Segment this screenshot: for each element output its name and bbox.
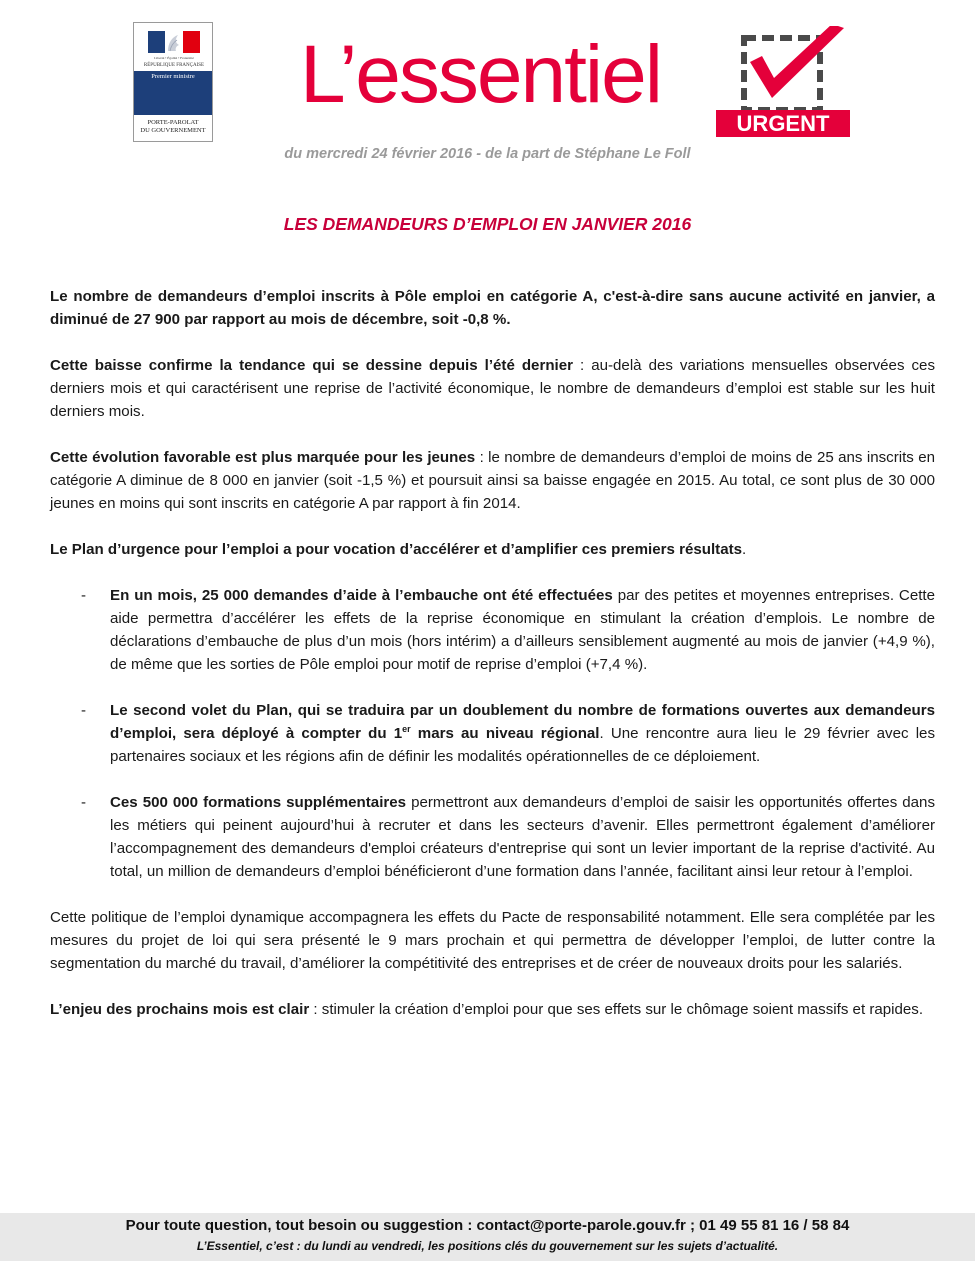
bullet-2-text: . Une rencontre aura lieu le 29 février avec les partenaires sociaux et les régions afin de définir les modalités opérationnelles de ce déploiement.: [110, 725, 935, 765]
paragraph-trend-text: : au-delà des variations mensuelles observées ces derniers mois et qui caractérisent une reprise de l’activité économique, le nombre de demandeurs d’emploi est stable sur les huit derniers mois.: [50, 357, 935, 420]
paragraph-conclusion: [50, 998, 935, 1021]
paragraph-youth-lead: Cette évolution favorable est plus marquée pour les jeunes: [50, 449, 476, 466]
bullet-1-lead: En un mois, 25 000 demandes d’aide à l’embauche ont été effectuées: [110, 587, 613, 604]
dateline: du mercredi 24 février 2016 - de la part de Stéphane Le Foll: [284, 146, 691, 162]
bullet-2-lead-end: mars au niveau régional: [410, 725, 600, 742]
document-title: LES DEMANDEURS D’EMPLOI EN JANVIER 2016: [283, 214, 692, 234]
paragraph-plan-lead: Le Plan d’urgence pour l’emploi a pour vocation d’accélérer et d’amplifier ces premiers résultats: [50, 541, 743, 558]
article-body: [50, 285, 935, 1021]
paragraph-youth-text: : le nombre de demandeurs d’emploi de moins de 25 ans inscrits en catégorie A diminue de 8 000 en janvier (soit -1,5 %) et poursuit ainsi sa baisse engagée en 2015. Au total, ce sont plus de 30 000 jeunes en moins qui sont inscrits en catégorie A par rapport à fin 2014.: [50, 449, 936, 512]
paragraph-youth: [50, 446, 935, 515]
footer: [0, 1213, 975, 1261]
paragraph-trend: [50, 354, 935, 423]
logo-service-line1: PORTE-PAROLAT: [147, 119, 199, 126]
logo-motto: Liberté • Égalité • Fraternité: [154, 56, 194, 60]
bullet-2-superscript: er: [402, 724, 411, 734]
masthead-title: L’essentiel: [300, 29, 661, 120]
urgent-badge: [712, 26, 852, 138]
logo-republic: RÉPUBLIQUE FRANÇAISE: [143, 63, 205, 68]
paragraph-intro-text: Le nombre de demandeurs d’emploi inscrits à Pôle emploi en catégorie A, c'est-à-dire sans aucune activité en janvier, a diminué de 27 900 par rapport au mois de décembre, soit -0,8 %.: [50, 288, 935, 328]
list-item: [50, 699, 935, 768]
bullet-dash: -: [81, 587, 87, 604]
logo-service: [134, 119, 212, 135]
paragraph-plan: [50, 538, 935, 561]
logo-service-line2: DU GOUVERNEMENT: [140, 127, 206, 134]
footer-tagline: L’Essentiel, c’est : du lundi au vendredi, les positions clés du gouvernement sur les sujets d’actualité.: [196, 1239, 779, 1253]
bullet-dash: -: [81, 794, 87, 811]
paragraph-plan-text: .: [742, 541, 747, 558]
checkbox-check-icon: [712, 26, 852, 112]
bullet-2-lead: Le second volet du Plan, qui se traduira par un doublement du nombre de formations ouvertes aux demandeurs d’emploi, sera déployé à compter du 1: [110, 702, 935, 742]
paragraph-conclusion-lead: L’enjeu des prochains mois est clair: [50, 1001, 310, 1018]
paragraph-policy: Cette politique de l’emploi dynamique accompagnera les effets du Pacte de responsabilité notamment. Elle sera complétée par les mesures du projet de loi qui sera présenté le 9 mars prochain et qui permettra de développer l’emploi, de lutter contre la segmentation du marché du travail, d’améliorer la compétitivité des entreprises et de créer de nouveaux droits pour les salariés.: [50, 909, 935, 972]
marianne-flag-icon: [148, 31, 200, 53]
paragraph-intro: [50, 285, 935, 331]
list-item: [50, 584, 935, 676]
paragraph-conclusion-text: : stimuler la création d’emploi pour que ses effets sur le chômage soient massifs et rapides.: [309, 1001, 924, 1018]
bullet-1-text: par des petites et moyennes entreprises. Cette aide permettra d’accélérer les effets de la reprise économique en stimulant la création d’emplois. Le nombre de déclarations d’embauche de plus d’un mois (hors intérim) a d’ailleurs sensiblement augmenté au mois de janvier (+4,9 %), de même que les sorties de Pôle emploi pour motif de reprise d’emploi (+7,4 %).: [110, 587, 935, 673]
footer-contact: Pour toute question, tout besoin ou suggestion : contact@porte-parole.gouv.fr ; 01 49 55 81 16 / 58 84: [125, 1217, 850, 1234]
government-logo: [133, 22, 213, 142]
bullet-3-text: permettront aux demandeurs d’emploi de saisir les opportunités offertes dans les métiers qui peinent aujourd’hui à recruter et dans les secteurs d’avenir. Elles permettront également d’améliorer l’accompagnement des demandeurs d'emploi créateurs d'entreprise qui sont un levier important de la reprise d'activité. Au total, un million de demandeurs d’emploi bénéficieront d’une formation dans l’année, facilitant ainsi leur retour à l’emploi.: [110, 794, 935, 880]
bullet-3-lead: Ces 500 000 formations supplémentaires: [110, 794, 407, 811]
urgent-label: URGENT: [716, 110, 850, 137]
list-item: [50, 791, 935, 883]
paragraph-trend-lead: Cette baisse confirme la tendance qui se dessine depuis l’été dernier: [50, 357, 574, 374]
logo-office: Premier ministre: [151, 73, 195, 80]
bullet-dash: -: [81, 702, 87, 719]
